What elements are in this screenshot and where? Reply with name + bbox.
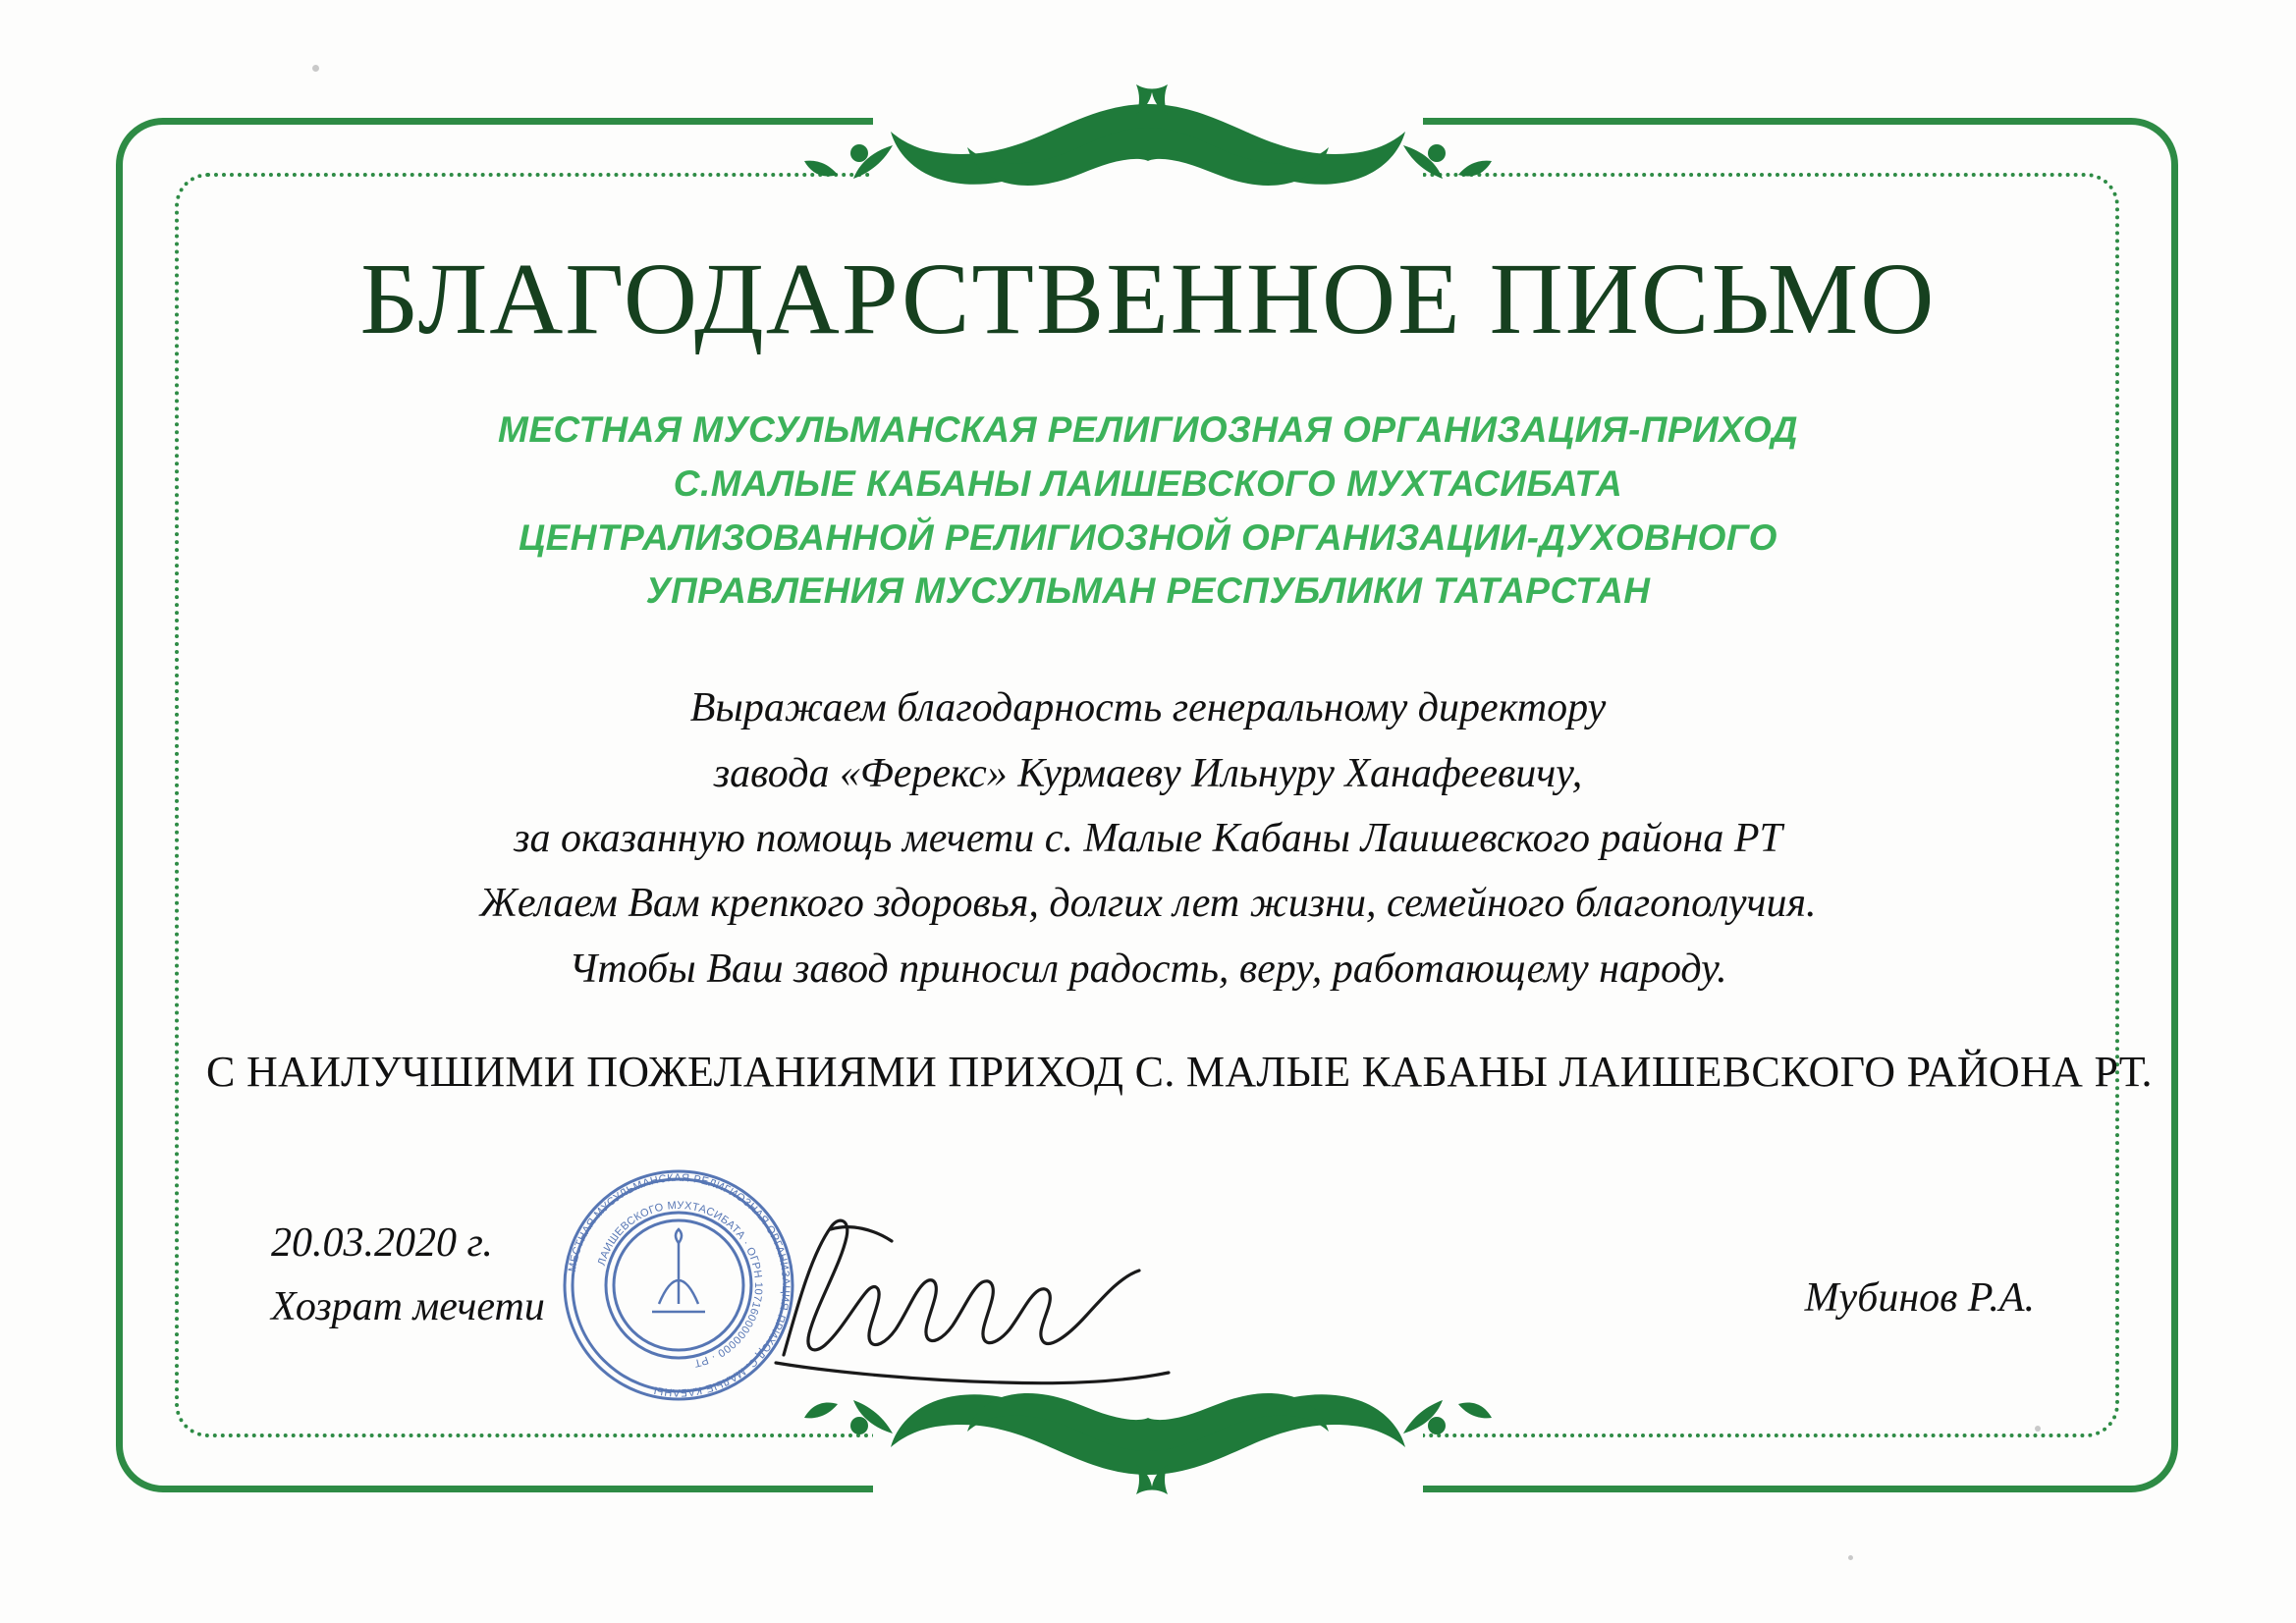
signature-left <box>271 1212 545 1339</box>
document-date: 20.03.2020 г. <box>271 1220 493 1266</box>
organization-line-1: МЕСТНАЯ МУСУЛЬМАНСКАЯ РЕЛИГИОЗНАЯ ОРГАНИЗАЦИЯ-ПРИХОД <box>498 409 1798 451</box>
organization-line-4: УПРАВЛЕНИЯ МУСУЛЬМАН РЕСПУБЛИКИ ТАТАРСТАН <box>645 570 1651 612</box>
floral-ornament-bottom-icon <box>745 1375 1551 1502</box>
organization-line-3: ЦЕНТРАЛИЗОВАННОЙ РЕЛИГИОЗНОЙ ОРГАНИЗАЦИИ-ДУХОВНОГО <box>519 516 1777 558</box>
scan-speck <box>312 65 319 72</box>
svg-text:ЛАИШЕВСКОГО МУХТАСИБАТА · ОГРН: ЛАИШЕВСКОГО МУХТАСИБАТА · ОГРН 1071600000000 · РТ <box>595 1199 765 1370</box>
scan-speck <box>2035 1426 2041 1432</box>
closing-line: С НАИЛУЧШИМИ ПОЖЕЛАНИЯМИ ПРИХОД С. МАЛЫЕ КАБАНЫ ЛАИШЕВСКОГО РАЙОНА РТ. <box>206 1047 2153 1096</box>
body-line-4: Желаем Вам крепкого здоровья, долгих лет жизни, семейного благополучия. <box>479 881 1817 927</box>
page-title: БЛАГОДАРСТВЕННОЕ ПИСЬМО <box>359 243 1937 355</box>
scan-speck <box>1848 1555 1853 1560</box>
floral-ornament-top-icon <box>745 77 1551 204</box>
certificate-content <box>206 243 2153 1136</box>
body-line-5: Чтобы Ваш завод приносил радость, веру, работающему народу. <box>569 946 1727 992</box>
gratitude-body-text <box>284 676 2012 1001</box>
organization-name-block <box>353 404 1943 619</box>
signer-name: Мубинов Р.А. <box>1804 1275 2035 1321</box>
signer-role: Хозрат мечети <box>271 1284 545 1330</box>
body-line-1: Выражаем благодарность генеральному директору <box>689 685 1607 731</box>
body-line-3: за оказанную помощь мечети с. Малые Кабаны Лаишевского района РТ <box>514 815 1782 861</box>
organization-line-2: С.МАЛЫЕ КАБАНЫ ЛАИШЕВСКОГО МУХТАСИБАТА <box>673 462 1623 504</box>
body-line-2: завода «Ферекс» Курмаеву Ильнуру Ханафеевичу, <box>713 750 1583 796</box>
svg-text:МЕСТНАЯ МУСУЛЬМАНСКАЯ РЕЛИГИОЗ: МЕСТНАЯ МУСУЛЬМАНСКАЯ РЕЛИГИОЗНАЯ ОРГАНИЗАЦИЯ-ПРИХОД С. МАЛЫЕ КАБАНЫ <box>566 1171 793 1399</box>
